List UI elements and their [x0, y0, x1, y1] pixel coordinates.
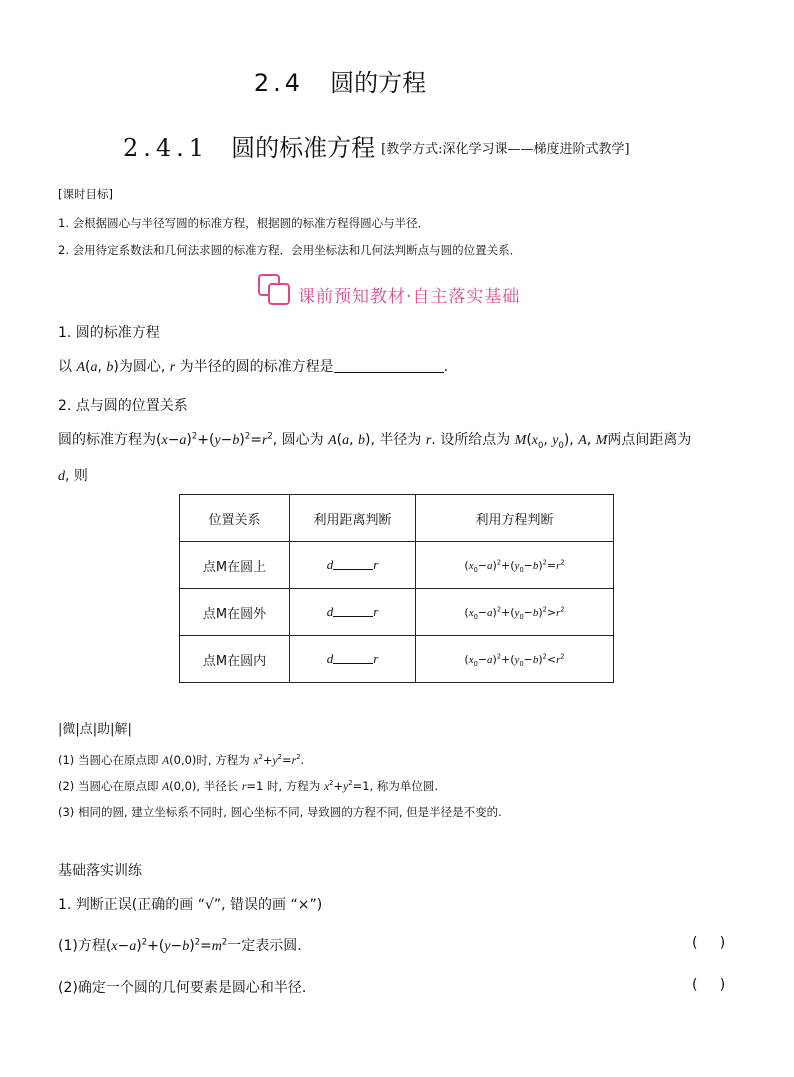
fill-blank[interactable] — [334, 358, 444, 373]
equation-cell: $(x_0-a)^2+(y_0-b)^2=r^2$ — [416, 542, 614, 589]
heading-standard-equation: 1. 圆的标准方程 — [58, 325, 160, 341]
goals-heading: [课时目标] — [58, 187, 113, 201]
question-1-item: (2)确定一个圆的几何要素是圆心和半径. — [58, 980, 307, 996]
practice-heading: 基础落实训练 — [58, 863, 142, 879]
section-title — [0, 63, 680, 98]
standard-equation-sentence: 以 A(a, b)为圆心, r 为半径的圆的标准方程是 . — [58, 359, 449, 375]
teaching-mode-tag: [教学方式:深化学习课——梯度进阶式教学] — [381, 142, 630, 157]
overlapping-squares-icon — [256, 272, 292, 306]
relation-cell: 点M在圆外 — [180, 589, 290, 636]
subsection-title — [123, 128, 630, 163]
fill-blank[interactable] — [333, 604, 373, 617]
relation-cell: 点M在圆内 — [180, 636, 290, 683]
relation-sentence: 圆的标准方程为$(x-a)^2+(y-b)^2=r^2$, 圆心为 A(a, b), 半径为 r. 设所给点为 $M(x_0$, $y_0$), A, M两点间距离为 — [58, 430, 692, 450]
col-header: 利用距离判断 — [290, 495, 416, 542]
note-item: (2) 当圆心在原点即 A(0,0), 半径长 r=1 时, 方程为 $x^2+y^2=1$, 称为单位圆. — [58, 779, 438, 793]
question-1: 1. 判断正误(正确的画 “√”, 错误的画 “×”) — [58, 897, 323, 913]
goal-item: 2. 会用待定系数法和几何法求圆的标准方程．会用坐标法和几何法判断点与圆的位置关系． — [58, 243, 522, 257]
table-row — [180, 542, 614, 589]
col-header: 利用方程判断 — [416, 495, 614, 542]
fill-blank[interactable] — [333, 651, 373, 664]
subsection-title-text: 圆的标准方程 — [231, 134, 376, 162]
notes-heading: |微|点|助|解| — [58, 722, 132, 737]
table-row — [180, 636, 614, 683]
relation-cell: 点M在圆上 — [180, 542, 290, 589]
goal-item: 1. 会根据圆心与半径写圆的标准方程，根据圆的标准方程得圆心与半径． — [58, 216, 430, 230]
table-header-row — [180, 495, 614, 542]
answer-bracket[interactable]: ( ) — [692, 935, 726, 951]
note-item: (3) 相同的圆, 建立坐标系不同时, 圆心坐标不同, 导致圆的方程不同, 但是半径是不变的. — [58, 805, 502, 819]
distance-cell: d r — [290, 636, 416, 683]
section-number: 2.4 — [253, 69, 305, 97]
distance-cell: d r — [290, 542, 416, 589]
relation-sentence-cont: d, 则 — [58, 468, 88, 484]
heading-point-circle-relation: 2. 点与圆的位置关系 — [58, 398, 188, 414]
section-title-text: 圆的方程 — [330, 69, 427, 97]
subsection-number: 2.4.1 — [123, 134, 210, 162]
position-relation-table — [179, 494, 614, 683]
banner-text: 课前预知教材·自主落实基础 — [298, 287, 521, 307]
table-row — [180, 589, 614, 636]
distance-cell: d r — [290, 589, 416, 636]
note-item: (1) 当圆心在原点即 A(0,0)时, 方程为 $x^2+y^2=r^2$. — [58, 753, 305, 767]
col-header: 位置关系 — [180, 495, 290, 542]
answer-bracket[interactable]: ( ) — [692, 977, 726, 993]
equation-cell: $(x_0-a)^2+(y_0-b)^2>r^2$ — [416, 589, 614, 636]
fill-blank[interactable] — [333, 557, 373, 570]
question-1-item: (1)方程$(x-a)^2+(y-b)^2=m^2$一定表示圆. — [58, 936, 302, 954]
equation-cell: $(x_0-a)^2+(y_0-b)^2<r^2$ — [416, 636, 614, 683]
